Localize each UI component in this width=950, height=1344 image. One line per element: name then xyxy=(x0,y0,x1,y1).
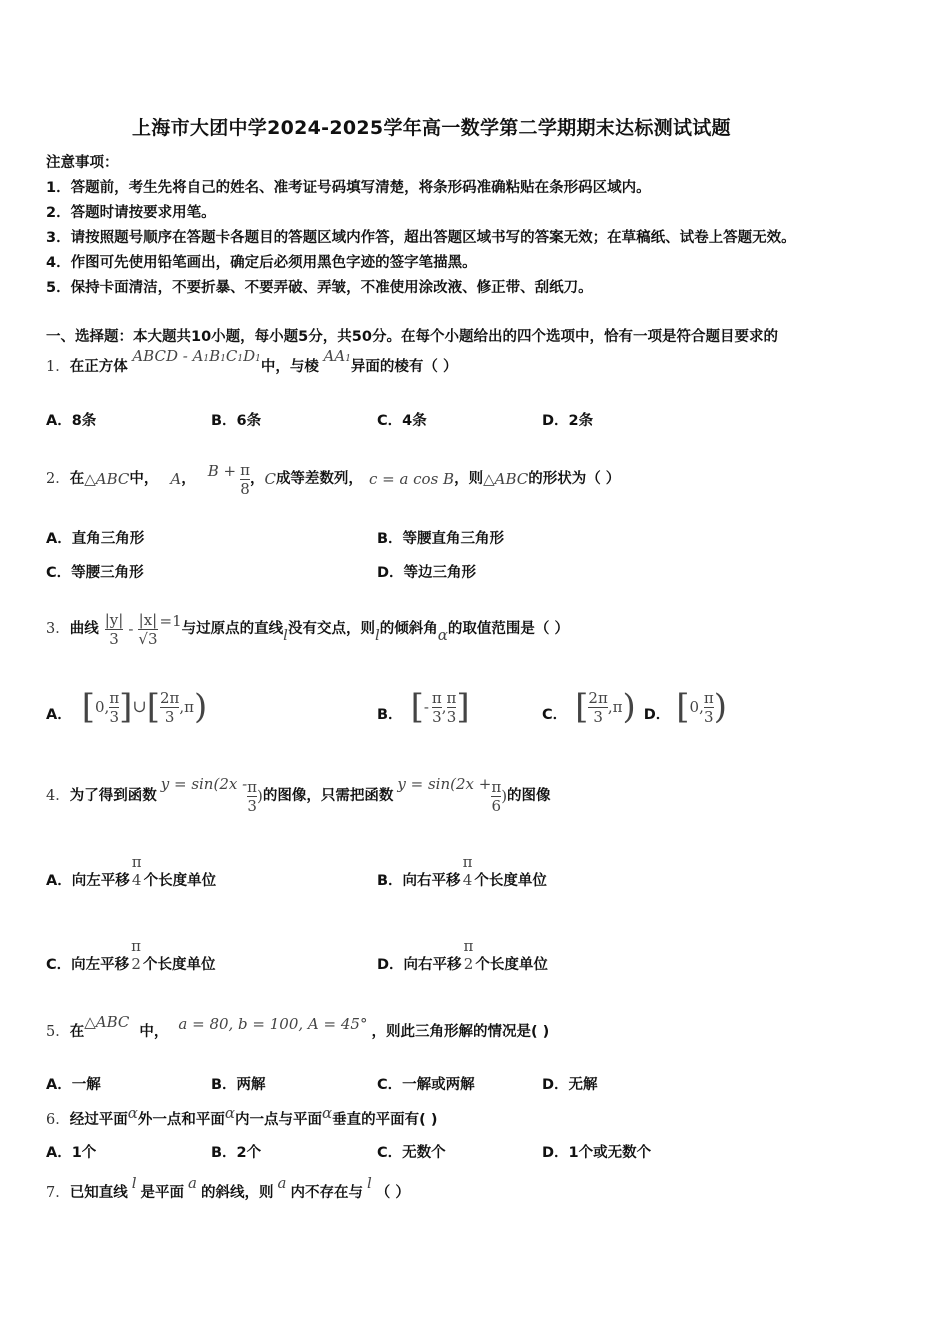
math-expression: A xyxy=(170,470,182,488)
option-c[interactable]: C．等腰三角形 xyxy=(46,565,144,581)
question-number: 2． xyxy=(46,471,70,487)
fraction: $\frac{\pi}{3}$ xyxy=(446,688,457,726)
fraction: $\frac{\pi}{3}$ xyxy=(247,777,258,815)
fraction: π 2 xyxy=(463,937,474,973)
question-4: 4． 为了得到函数 y = sin(2x - $\frac{\pi}{3}$ ) 的图像，只需把函数 y = sin(2x + $\frac{\pi}{6}$ ) 的图像 xyxy=(46,775,551,815)
option-c[interactable]: C．无数个 xyxy=(377,1145,446,1161)
option-a[interactable]: A． [ 0, $\frac{\pi}{3}$ ] ∪ [ $\frac{2\pi}{3}$ ,π ) xyxy=(46,687,208,727)
fraction: π 4 xyxy=(462,853,473,889)
option-a[interactable]: A．向左平移 π 4 个长度单位 xyxy=(46,853,217,889)
math-expression: y = sin(2x + xyxy=(397,775,492,793)
notice-item: 2．答题时请按要求用笔。 xyxy=(46,205,216,221)
math-expression: △ABC xyxy=(84,470,130,488)
fraction: π 2 xyxy=(131,937,142,973)
question-5: 5． 在 △ABC 中， a = 80, b = 100, A = 45° ，则此三角形解的情况是( ) xyxy=(46,1013,550,1040)
fraction: $\frac{\pi}{3}$ xyxy=(109,688,120,726)
fraction: π 4 xyxy=(131,853,142,889)
math-expression: y = sin(2x - xyxy=(160,775,248,793)
option-a[interactable]: A．一解 xyxy=(46,1077,101,1093)
page-title: 上海市大团中学2024-2025学年高一数学第二学期期末达标测试试题 xyxy=(132,117,731,139)
notice-item: 5．保持卡面清洁，不要折暴、不要弄破、弄皱，不准使用涂改液、修正带、刮纸刀。 xyxy=(46,280,593,296)
question-number: 1． xyxy=(46,359,70,375)
question-2: 2． 在 △ABC 中， A ， B + $\frac{\pi}{8}$ ， C 成等差数列， c = a cos B ，则 △ABC 的形状为（ ） xyxy=(46,460,621,498)
option-c[interactable]: C．4条 xyxy=(377,413,427,429)
option-c[interactable]: C． [ $\frac{2\pi}{3}$ ,π ) D． [ 0, $\frac{\pi}{3}$ ) xyxy=(542,687,727,727)
fraction: $\frac{\pi}{3}$ xyxy=(703,688,714,726)
option-c[interactable]: C．一解或两解 xyxy=(377,1077,475,1093)
question-number: 3． xyxy=(46,621,70,637)
option-d[interactable]: D．2条 xyxy=(542,413,594,429)
fraction: $\frac{|y|}{3}$ xyxy=(104,610,124,648)
question-number: 5． xyxy=(46,1024,70,1040)
math-expression: a = 80, b = 100, A = 45° xyxy=(178,1015,368,1033)
option-b[interactable]: B． [ - $\frac{\pi}{3}$ , $\frac{\pi}{3}$ ] xyxy=(377,687,470,727)
option-d[interactable]: D．等边三角形 xyxy=(377,565,477,581)
question-number: 4． xyxy=(46,788,70,804)
math-expression: △ABC xyxy=(84,1013,130,1031)
fraction: $\frac{2\pi}{3}$ xyxy=(159,688,180,726)
option-b[interactable]: B．6条 xyxy=(211,413,262,429)
option-d[interactable]: D．无解 xyxy=(542,1077,598,1093)
fraction: $\frac{\pi}{8}$ xyxy=(240,460,250,498)
option-a[interactable]: A．1个 xyxy=(46,1145,97,1161)
math-expression: ABCD - A1B1C1D1 xyxy=(132,347,261,365)
fraction: $\frac{|x|}{√3}$ xyxy=(138,610,158,648)
question-1: 1．在正方体 ABCD - A1B1C1D1中，与棱 AA1异面的棱有（ ） xyxy=(46,347,458,375)
option-d[interactable]: D．1个或无数个 xyxy=(542,1145,652,1161)
option-b[interactable]: B．等腰直角三角形 xyxy=(377,531,505,547)
question-7: 7． 已知直线 l 是平面 a 的斜线，则 a 内不存在与 l （ ） xyxy=(46,1174,410,1201)
section-heading: 一、选择题：本大题共10小题，每小题5分，共50分。在每个小题给出的四个选项中，恰有一项是符合题目要求的 xyxy=(46,329,778,345)
option-b[interactable]: B．2个 xyxy=(211,1145,262,1161)
option-b[interactable]: B．两解 xyxy=(211,1077,266,1093)
fraction: $\frac{2\pi}{3}$ xyxy=(588,688,608,726)
math-expression: B + xyxy=(207,462,237,480)
notice-heading: 注意事项： xyxy=(46,155,119,171)
fraction: $\frac{\pi}{3}$ xyxy=(431,688,442,726)
notice-item: 4．作图可先使用铅笔画出，确定后必须用黑色字迹的签字笔描黑。 xyxy=(46,255,477,271)
math-expression: c = a cos B xyxy=(368,470,455,488)
notice-item: 3．请按照题号顺序在答题卡各题目的答题区域内作答，超出答题区域书写的答案无效；在草稿纸、试卷上答题无效。 xyxy=(46,230,796,246)
option-a[interactable]: A．直角三角形 xyxy=(46,531,145,547)
question-number: 7． xyxy=(46,1185,70,1201)
option-b[interactable]: B．向右平移 π 4 个长度单位 xyxy=(377,853,547,889)
question-number: 6． xyxy=(46,1112,70,1128)
fraction: $\frac{\pi}{6}$ xyxy=(491,777,502,815)
option-d[interactable]: D．向右平移 π 2 个长度单位 xyxy=(377,937,548,973)
option-a[interactable]: A．8条 xyxy=(46,413,97,429)
notice-item: 1．答题前，考生先将自己的姓名、准考证号码填写清楚，将条形码准确粘贴在条形码区域内。 xyxy=(46,180,651,196)
question-6: 6．经过平面α外一点和平面α内一点与平面α垂直的平面有( ) xyxy=(46,1104,438,1128)
question-3: 3． 曲线 $\frac{|y|}{3}$ - $\frac{|x|}{√3}$ =1 与过原点的直线 l 没有交点，则 l 的倾斜角 α 的取值范围是（ ） xyxy=(46,610,569,648)
option-c[interactable]: C．向左平移 π 2 个长度单位 xyxy=(46,937,216,973)
math-expression: AA1 xyxy=(323,347,351,365)
